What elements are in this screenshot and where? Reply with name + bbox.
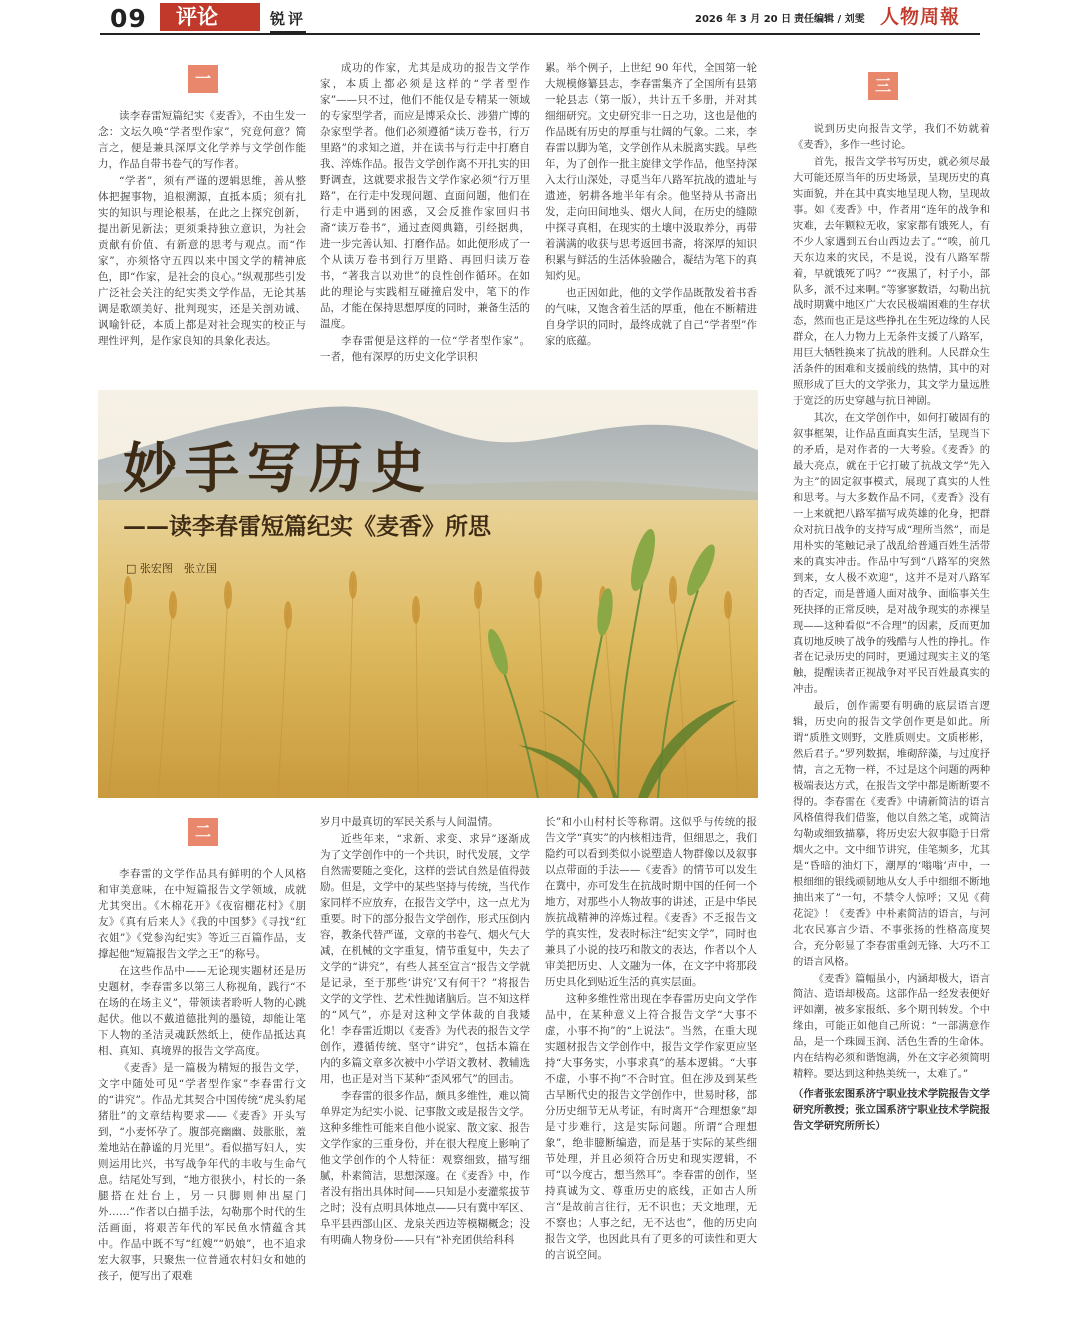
paragraph: 《麦香》是一篇极为精短的报告文学，文字中随处可见“学者型作家”李春雷行文的“讲究”。作品尤其契合中国传统“虎头豹尾猪肚”的文章结构要求——《麦香》开头写到，“小麦怀孕了。腹部亮幽幽、鼓胀胀，羞羞地站在静谧的月光里”。看似描写妇人，实则运用比兴，书写战争年代的丰收与生命气息。结尾处写到，“地方很狭小，村长的一条腿搭在灶台上，另一只脚则伸出屋门外……”作者以白描手法，勾勒那个时代的生活画面，将艰苦年代的军民鱼水情蕴含其中。作品中既不写“红嫂”“奶娘”，也不追求宏大叙事，只聚焦一位普通农村妇女和她的孩子，便写出了艰难 xyxy=(98,1062,306,1282)
paragraph: 在这些作品中——无论现实题材还是历史题材，李春雷多以第三人称视角，践行“不在场的在场主义”，带领读者聆听人物的心跳起伏。他以不戴道德批判的墨镜，却能让笔下人物的圣洁灵魂跃然纸上，使作品抵达真相、真知、真境界的报告文学高度。 xyxy=(98,965,306,1057)
paragraph: 岁月中最真切的军民关系与人间温情。 xyxy=(320,816,499,828)
paragraph: 读李春雷短篇纪实《麦香》，不由生发一念：文坛久唤“学者型作家”，究竟何意？简言之，便是兼具深厚文化学养与文学创作能力，作品自带书卷气的写作者。 xyxy=(98,110,306,170)
column-1 xyxy=(98,108,306,350)
paragraph: 近些年来，“求新、求变、求异”逐渐成为了文学创作中的一个共识，时代发展，文学自然需要随之变化，这样的尝试自然是值得鼓励。但是，文学中的某些坚持与传统，当代作家同样不应放弃，在报告文学中，这一点尤为重要。时下的部分报告文学创作，形式压倒内容，教条代替严谨，文章的书卷气、烟火气大减，在机械的文字重复，情节重复中，失去了文学的“讲究”，有些人甚至宣言“报告文学就是记录，至于那些‘讲究’又有何干？”将报告文学的文学性、艺术性抛诸脑后。岂不知这样的“风气”，亦是对这种文学体裁的自我矮化！李春雷近期以《麦香》为代表的报告文学创作，遵循传统、坚守“讲究”，包括本篇在内的多篇文章多次被中小学语文教材、教辅选用，也正是对当下某种“歪风邪气”的回击。 xyxy=(320,833,530,1085)
section-marker-two: 二 xyxy=(188,818,218,846)
section-label: 评论 xyxy=(160,3,260,31)
paragraph: 首先，报告文学书写历史，就必须尽最大可能还原当年的历史场景，呈现历史的真实面貌，并在其中真实地呈现人物，呈现故事。如《麦香》中，作者用“连年的战争和灾难，去年颗粒无收，家家都有饿死人，有不少人家遇到五台山西边去了。”“唉，前几天东边来的灾民，不是说，没有八路军帮着，早就饿死了吗？”“夜黑了，村子小，部队多，派不过来啊。”等寥寥数语，勾勒出抗战时期冀中地区广大农民极端困难的生存状态，然而也正是这些挣扎在生死边缘的人民群众，在人力物力上无条件支援了八路军，用巨大牺牲换来了抗战的胜利。人民群众生活条件的困难和支援前线的热情，其中的对照形成了巨大的文学张力，其文学力量远胜于宽泛的历史穿越与抗日神剧。 xyxy=(793,155,990,408)
paragraph: 其次，在文学创作中，如何打破固有的叙事框架，让作品直面真实生活，呈现当下的矛盾，是对作者的一大考验。《麦香》的最大亮点，就在于它打破了抗战文学“先入为主”的固定叙事模式，展现了真实的人性和思考。与大多数作品不同，《麦香》没有一上来就把八路军描写成英雄的化身，把群众对抗日战争的支持写成“理所当然”，而是用朴实的笔触记录了战乱给普通百姓生活带来的真实冲击。作品中写到“八路军的突然到来，女人极不欢迎”，这并不是对八路军的否定，而是普通人面对战争、面临事关生死抉择的正常反映，是对战争现实的赤裸呈现——这种看似“不合理”的因素，反而更加真切地反映了战争的残酷与人性的挣扎。作者在记录历史的同时，更通过现实主义的笔触，提醒读者正视战争对平民百姓最真实的冲击。 xyxy=(793,412,990,696)
page-number: 09 xyxy=(110,4,147,33)
hero-illustration xyxy=(98,390,758,798)
article-subtitle: ——读李春雷短篇纪实《麦香》所思 xyxy=(123,513,491,540)
paragraph: 成功的作家，尤其是成功的报告文学作家，本质上都必须是这样的“学者型作家”——只不过，他们不能仅是专精某一领域的专家型学者，而应是博采众长、涉猎广博的杂家型学者。他们必须遵循“读万卷书，行万里路”的求知之道，并在读书与行走中打磨自我、淬炼作品。报告文学创作离不开扎实的田野调查，这就要求报告文学作家必须“行万里路”，在行走中发现问题、直面问题，他们在行走中遇到的困惑，又会反推作家回归书斋“读万卷书”，通过查阅典籍，引经据典，进一步完善认知、打磨作品。如此便形成了一个从读万卷书到行万里路、再回归读万卷书，“著我言以劝世”的良性创作循环。在如此的理论与实践相互碰撞启发中，笔下的作品，才能在保持思想厚度的同时，兼备生活的温度。 xyxy=(320,62,530,330)
paragraph: “学者”，须有严谨的逻辑思维，善从整体把握事物，追根溯源，直抵本质；须有扎实的知识与理论根基，在此之上探究创新，提出新见新法；更须秉持独立意识，为社会贡献有价值、有新意的思考与观点。而“作家”，亦须恪守五四以来中国文学的精神底色，即“作家，是社会的良心。”纵观那些引发广泛社会关注的纪实类文学作品，无论其基调是歌颂美好、批判现实，还是关剖劝诫、讽喻针砭，本质上都是对社会现实的校正与理性评判，是作家良知的具象化表达。 xyxy=(98,175,306,347)
column-7 xyxy=(545,814,757,1264)
column-2 xyxy=(320,60,530,366)
author-byline: （作者张宏图系济宁职业技术学院报告文学研究所教授；张立国系济宁职业技术学院报告文学研究所所长） xyxy=(793,1088,990,1133)
editor-credit: 责任编辑 / 刘雯 xyxy=(794,14,865,25)
column-5 xyxy=(98,866,306,1285)
paragraph: 累。举个例子，上世纪 90 年代，全国第一轮大规模修纂县志，李春雷集齐了全国所有县第一轮县志（第一版），共计五千多册，并对其细细研究。文史研究非一日之功，这也是他的作品既有历史的厚重与壮阔的气象。二来，李春雷以脚为笔，文学创作从未脱离实践。早些年，为了创作一批主旋律文学作品，他坚持深入太行山深处，寻觅当年八路军抗战的遗址与遗迹，躬耕各地半年有余。他坚持从书斋出发，走向田间地头、烟火人间，在历史的缝隙中探寻真相，在现实的土壤中汲取养分，再带着满满的收获与思考返回书斋，将深厚的知识积累与鲜活的生活体验融合，凝结为笔下的真知灼见。 xyxy=(545,62,757,282)
article-title: 妙手写历史 xyxy=(123,436,433,500)
newspaper-logo: 人物周報 xyxy=(880,6,961,28)
subsection-label: 锐评 xyxy=(270,8,306,33)
paragraph: 李春雷的文学作品具有鲜明的个人风格和审美意味，在中短篇报告文学领域，成就尤其突出。《木棉花开》《夜宿棚花村》《朋友》《真有后来人》《我的中国梦》《寻找“红衣姐”》《党参沟纪实》等近三百篇作品，支撑起他“短篇报告文学之王”的称号。 xyxy=(98,868,306,960)
paragraph: 这种多维性常出现在李春雷历史向文学作品中，在某种意义上符合报告文学“大事不虚，小事不拘”的“上说法”。当然，在重大现实题材报告文学创作中，报告文学作家更应坚持“大事务实，小事求真”的基本逻辑。“大事不虚，小事不拘”不合时宜。但在涉及到某些古早断代史的报告文学创作中，世易时移，部分历史细节无从考证，有时离开“合理想象”却是寸步难行，这是实际问题。所谓“合理想象”，绝非臆断编造，而是基于实际的某些细节处理，并且必须符合历史和现实逻辑，不可“以今度古，想当然耳”。李春雷的创作，坚持真诚为文、尊重历史的底线，正如古人所言“是故前言往行，无不识也；天文地理，无不察也；人事之纪，无不达也”，他的历史向报告文学，也因此具有了更多的可读性和更大的言说空间。 xyxy=(545,993,757,1261)
issue-date: 2026 年 3 月 20 日 xyxy=(695,14,792,25)
article-authors xyxy=(126,560,217,576)
section-marker-one: 一 xyxy=(188,65,218,93)
paragraph: 李春雷便是这样的一位“学者型作家”。一者，他有深厚的历史文化学识积 xyxy=(320,335,530,363)
column-4 xyxy=(793,122,990,1136)
paragraph: 长”和小山村村长等称谓。这似乎与传统的报告文学“真实”的内核相违背，但细思之，我们隐约可以看到类似小说塑造人物群像以及叙事以点带面的手法——《麦香》的情节可以发生在冀中，亦可发生在抗战时期中国的任何一个地方，对那些小人物故事的讲述，正是中华民族抗战精神的淬炼过程。《麦香》不乏报告文学的真实性，发表时标注“纪实文学”，同时也兼具了小说的技巧和散文的表达，作者以个人审美把历史、人文融为一体，在文字中将那段历史具化到贴近生活的真实层面。 xyxy=(545,816,757,988)
page-header xyxy=(0,0,1080,40)
paragraph: 最后，创作需要有明确的底层语言逻辑，历史向的报告文学创作更是如此。所谓“质胜文则野，文胜质则史。文质彬彬，然后君子。”罗列数据，堆砌辞藻，与过度抒情，言之无物一样，不过是这个问题的两种极端表达方式，在报告文学中都是断断要不得的。李春雷在《麦香》中请新简洁的语言风格值得我们借鉴，他以自然之笔，或简洁勾勒或细致描摹，将历史宏大叙事隐于日常烟火之中。文中细节讲究，佳笔频多，尤其是“昏暗的油灯下，潮厚的‘嗡嗡’声中，一根细细的银线顽韧地从女人手中细细不断地抽出来了”一句，不禁令人惊呼；又见《荷花淀》！《麦香》中朴素简洁的语言，与河北农民寡言少语、不事张扬的性格高度契合，充分彰显了李春雷重剑无锋、大巧不工的语言风格。 xyxy=(793,700,990,968)
paragraph: 也正因如此，他的文学作品既散发着书香的气味，又饱含着生活的厚重，他在不断精进自身学识的同时，最终成就了自己“学者型”作家的底蕴。 xyxy=(545,287,757,347)
column-6 xyxy=(320,814,530,1249)
header-rule xyxy=(100,33,980,35)
column-3 xyxy=(545,60,757,350)
section-marker-three: 三 xyxy=(868,72,898,100)
author-names: 张宏图 张立国 xyxy=(139,562,217,575)
author-mark: □ xyxy=(126,562,137,575)
paragraph: 说到历史向报告文学，我们不妨就着《麦香》，多作一些讨论。 xyxy=(793,123,990,151)
paragraph: 《麦香》篇幅虽小，内涵却极大，语言简洁、造语却极高。这部作品一经发表便好评如潮，被多家报纸、多个期刊转发。个中缘由，可能正如他自己所说：“一部满意作品，是一个珠圆玉润、活色生香的生命体。内在结构必须和谐饱满，外在文字必须简明精粹。要达到这种热美统一，太难了。” xyxy=(793,972,990,1081)
paragraph: 李春雷的很多作品，颇具多维性，难以简单界定为纪实小说、记事散文或是报告文学。这种多维性可能来自他小说家、散文家、报告文学作家的三重身份，并在很大程度上影响了他文学创作的个人特征：观察细致，描写细腻，朴素简洁，思想深邃。在《麦香》中，作者没有指出具体时间——只知是小麦灌浆拔节之时；没有点明具体地点——只有冀中军区、阜平县西部山区、龙泉关西边等模糊概念；没有明确人物身份——只有“补充团供给科科 xyxy=(320,1090,530,1246)
